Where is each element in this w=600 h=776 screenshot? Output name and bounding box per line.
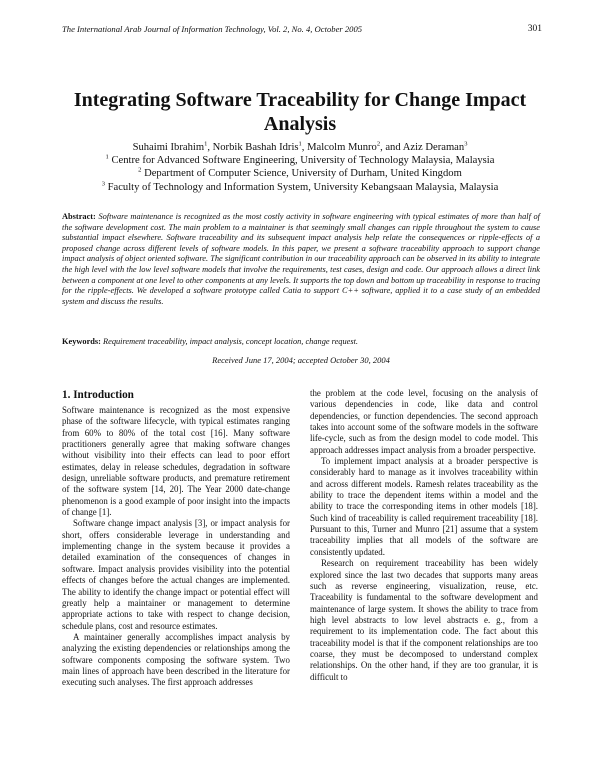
- affiliation-number: 2: [138, 166, 142, 174]
- paragraph: Research on requirement traceability has been widely explored since the last two decades that supports many areas such as reverse engineering, visualization, reuse, etc. Traceability is fundamental to the software development and maintenance of large system. It shows the ability to trace from high level abstracts to low level abstracts e. g., from a requirement to its implementation code. The fact about this traceability model is that if the component relationships are too coarse, they must be decomposed to understand complex relationships. On the other hand, if they are too granular, it is difficult to: [310, 558, 538, 682]
- paragraph: Software maintenance is recognized as the most expensive phase of the software lifecycle, with typical estimates ranging from 60% to 80% of the total cost [16]. Many software practitioners generally agree that making software changes without visibility into their effects can lead to poor effort estimates, delay in release schedules, degradation in software design, unreliable software products, and premature retirement of the software system [14, 20]. The Year 2000 date-change phenomenon is a good example of poor insight into the impacts of change [1].: [62, 405, 290, 518]
- separator: ,: [301, 142, 308, 153]
- journal-citation: The International Arab Journal of Information Technology, Vol. 2, No. 4, October 2005: [62, 24, 363, 34]
- keywords-label: Keywords:: [62, 337, 101, 346]
- affiliation-mark: 1: [298, 140, 302, 148]
- abstract-text: Software maintenance is recognized as the most costly activity in software engineering with typical estimates of more than half of the software development cost. The main problem to a maintainer is that seemingly small changes can ripple throughout the system to cause substantial impact elsewhere. Software traceability and its subsequent impact analysis help relate the consequences or ripple-effects of a proposed change across different levels of software models. In this paper, we present a software traceability approach to support change impact analysis of object oriented software. The significant contribution in our traceability approach can be observed in its ability to integrate the high level with the low level software models that involve the requirements, test cases, design and code. Our approach allows a direct link between a component at one level to other components at any levels. It supports the top down and bottom up traceability in response to tracing for the ripple-effects. We developed a software prototype called Catia to support C++ software, applied it to a case study of an embedded system and discuss the results.: [62, 212, 540, 306]
- separator: ,: [207, 142, 213, 153]
- paragraph: A maintainer generally accomplishes impact analysis by analyzing the existing dependencies or relationships among the software components composing the software system. Two main lines of approach have been described in the literature for executing such analyses. The first approach addresses: [62, 631, 290, 688]
- affiliation-mark: 1: [204, 140, 208, 148]
- keywords: [62, 337, 540, 348]
- affiliation-mark: 2: [376, 140, 381, 148]
- separator: , and: [380, 142, 403, 153]
- affiliation-line: [62, 181, 538, 194]
- left-column: [62, 389, 290, 689]
- author-name: Aziz Deraman: [402, 142, 465, 153]
- affiliation-mark: 3: [464, 140, 468, 148]
- abstract-label: Abstract:: [62, 212, 96, 221]
- paragraph: To implement impact analysis at a broader perspective is considerably hard to manage as it involves traceability within and across different models. Ramesh relates traceability as the ability to trace the dependent items within a model and the ability to trace the corresponding items in other models [18]. Such kind of traceability is called requirement traceability [18]. Pursuant to this, Turner and Munro [21] assume that a system traceability implies that all models of the software are consistently updated.: [310, 456, 538, 557]
- paper-title: Integrating Software Traceability for Change Impact Analysis: [73, 89, 527, 135]
- paragraph: the problem at the code level, focusing on the analysis of various dependencies in code, like data and control dependencies, or function dependencies. The second approach takes into account some of the software models in the software life-cycle, such as from the design model to code model. This approach addresses impact analysis from a broader perspective.: [310, 388, 538, 455]
- affiliation-line: [62, 154, 538, 167]
- page-number: 301: [527, 24, 542, 34]
- author-block: [62, 141, 538, 194]
- affiliation-number: 3: [101, 180, 105, 188]
- affiliation-text: Department of Computer Science, University of Durham, United Kingdom: [144, 168, 462, 180]
- author-name: Malcolm Munro: [307, 142, 377, 153]
- affiliation-text: Centre for Advanced Software Engineering, University of Technology Malaysia, Malaysia: [111, 155, 495, 167]
- affiliation-text: Faculty of Technology and Information System, University Kebangsaan Malaysia, Malaysia: [107, 181, 499, 193]
- keywords-text: Requirement traceability, impact analysis, concept location, change request.: [103, 337, 358, 346]
- author-name: Norbik Bashah Idris: [212, 142, 299, 153]
- author-list: [62, 141, 538, 154]
- running-head: [62, 24, 542, 34]
- affiliation-line: [62, 167, 538, 180]
- affiliation-number: 1: [105, 153, 109, 161]
- author-name: Suhaimi Ibrahim: [132, 142, 205, 153]
- right-column: [310, 388, 538, 683]
- section-heading: 1. Introduction: [62, 389, 134, 401]
- abstract: [62, 212, 540, 307]
- paragraph: Software change impact analysis [3], or impact analysis for short, offers considerable leverage in understanding and implementing change in the system because it provides a detailed examination of the consequences of changes in software. Impact analysis provides visibility into the potential effects of changes before the actual changes are implemented. The ability to identify the change impact or potential effect will greatly help a maintainer or management to determine appropriate actions to take with respect to change decision, schedule plans, cost and resource estimates.: [62, 518, 290, 631]
- received-dates: Received June 17, 2004; accepted October 30, 2004: [212, 355, 390, 365]
